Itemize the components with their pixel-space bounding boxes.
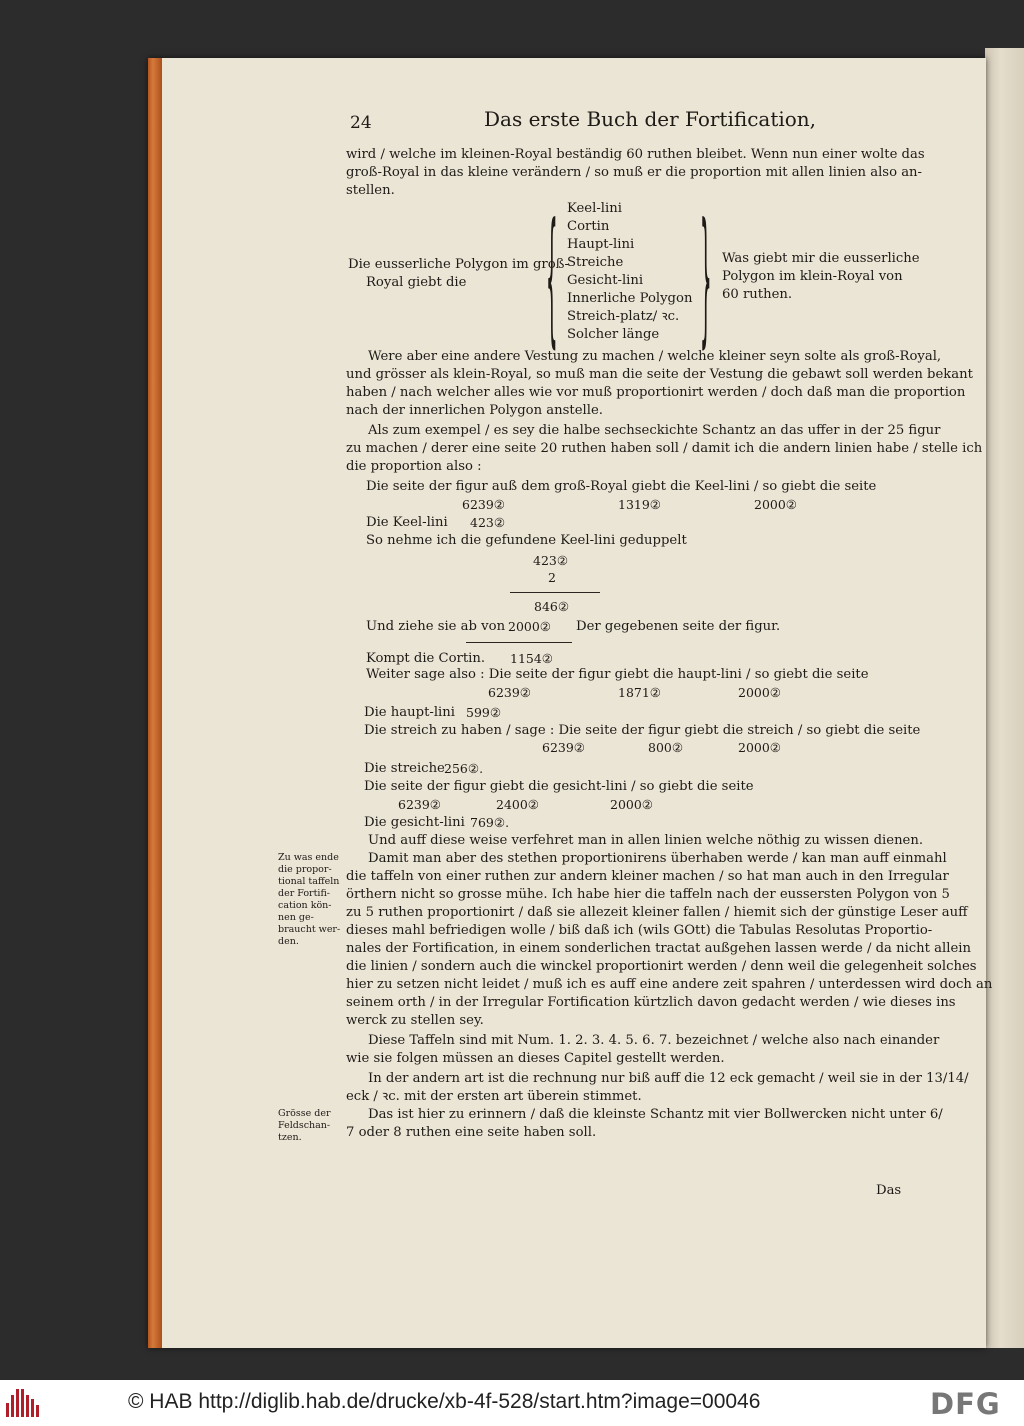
text-line: die proportion also :: [346, 459, 482, 474]
copyright-url[interactable]: © HAB http://diglib.hab.de/drucke/xb-4f-528/start.htm?image=00046: [128, 1390, 761, 1413]
calc-value: 2000②: [610, 797, 654, 812]
calc-value: 6239②: [488, 685, 532, 700]
margin-note-line: der Fortifi-: [278, 888, 330, 899]
calc-value: 2000②: [738, 740, 782, 755]
page-edge-gilt: [148, 58, 162, 1348]
calc-label: Die haupt-lini: [364, 705, 455, 720]
text-line: Und auff diese weise verfehret man in allen linien welche nöthig zu wissen dienen.: [368, 833, 924, 848]
calc-value: 1319②: [618, 497, 662, 512]
proportion-right-label: 60 ruthen.: [722, 287, 793, 302]
calc-label: Die Keel-lini: [366, 515, 448, 530]
text-line: stellen.: [346, 183, 395, 198]
calc-label: Und ziehe sie ab von: [366, 619, 506, 634]
calc-label: Der gegebenen seite der figur.: [576, 619, 781, 634]
text-line: Als zum exempel / es sey die halbe sechseckichte Schantz an das uffer in der 25 figur: [368, 423, 941, 438]
text-line: 7 oder 8 ruthen eine seite haben soll.: [346, 1125, 597, 1140]
calc-value: 2400②: [496, 797, 540, 812]
calc-line: Die seite der figur auß dem groß-Royal giebt die Keel-lini / so giebt die seite: [366, 479, 877, 494]
text-line: und grösser als klein-Royal, so muß man die seite der Vestung die gebawt soll werden bekant: [346, 367, 973, 382]
text-line: dieses mahl befriedigen wolle / biß daß ich (wils GOtt) die Tabulas Resolutas Proportio-: [346, 923, 933, 938]
margin-note-line: nen ge-: [278, 912, 314, 923]
text-line: wie sie folgen müssen an dieses Capitel gestellt werden.: [346, 1051, 725, 1066]
text-line: zu machen / derer eine seite 20 ruthen haben soll / damit ich die andern linien habe / stelle ich: [346, 441, 983, 456]
footer-bar: [0, 1380, 1024, 1426]
proportion-item: Keel-lini: [567, 201, 622, 216]
running-title: Das erste Buch der Fortification,: [484, 107, 817, 131]
left-brace-icon: {: [546, 198, 558, 366]
calc-value: 1871②: [618, 685, 662, 700]
text-line: werck zu stellen sey.: [346, 1013, 484, 1028]
proportion-item: Haupt-lini: [567, 237, 635, 252]
proportion-right-label: Was giebt mir die eusserliche: [722, 251, 920, 266]
margin-note-line: tzen.: [278, 1132, 302, 1143]
proportion-item: Gesicht-lini: [567, 273, 644, 288]
text-line: örthern nicht so grosse mühe. Ich habe hier die taffeln nach der eussersten Polygon von 5: [346, 887, 950, 902]
proportion-left-label: Die eusserliche Polygon im groß-: [348, 257, 569, 272]
margin-note-line: braucht wer-: [278, 924, 341, 935]
text-line: groß-Royal in das kleine verändern / so muß er die proportion mit allen linien also an-: [346, 165, 923, 180]
text-line: haben / nach welcher alles wie vor muß proportionirt werden / doch daß man die proportion: [346, 385, 966, 400]
proportion-right-label: Polygon im klein-Royal von: [722, 269, 903, 284]
calc-line: So nehme ich die gefundene Keel-lini geduppelt: [366, 533, 687, 548]
calc-value: 256②.: [444, 761, 484, 776]
margin-note-line: tional taffeln: [278, 876, 340, 887]
calc-label: Kompt die Cortin.: [366, 651, 486, 666]
calc-line: Weiter sage also : Die seite der figur giebt die haupt-lini / so giebt die seite: [366, 667, 869, 682]
text-line: hier zu setzen nicht leidet / muß ich es auff eine andere zeit spahren / unterdessen wird doch an: [346, 977, 993, 992]
proportion-item: Innerliche Polygon: [567, 291, 693, 306]
margin-note-line: die propor-: [278, 864, 332, 875]
book-page: [148, 58, 993, 1348]
right-brace-icon: }: [700, 198, 712, 366]
text-line: nales der Fortification, in einem sonderlichen tractat außgehen lassen werde / da nicht allein: [346, 941, 971, 956]
calc-label: Die streiche: [364, 761, 445, 776]
proportion-item: Streich-platz/ ꝛc.: [567, 309, 680, 324]
text-line: wird / welche im kleinen-Royal beständig 60 ruthen bleibet. Wenn nun einer wolte das: [346, 147, 925, 162]
proportion-item: Cortin: [567, 219, 610, 234]
calc-value: 1154②: [510, 651, 554, 666]
margin-note-line: Zu was ende: [278, 852, 339, 863]
text-line: Das ist hier zu erinnern / daß die kleinste Schantz mit vier Bollwercken nicht unter 6/: [368, 1107, 943, 1122]
calc-value: 2000②: [754, 497, 798, 512]
calc-value: 6239②: [398, 797, 442, 812]
text-line: nach der innerlichen Polygon anstelle.: [346, 403, 603, 418]
calc-value: 800②: [648, 740, 684, 755]
calc-value: 6239②: [542, 740, 586, 755]
text-line: Diese Taffeln sind mit Num. 1. 2. 3. 4. 5. 6. 7. bezeichnet / welche also nach einander: [368, 1033, 940, 1048]
margin-note-line: Grösse der: [278, 1108, 331, 1119]
text-line: Damit man aber des stethen proportionirens überhaben werde / kan man auff einmahl: [368, 851, 947, 866]
margin-note-line: cation kön-: [278, 900, 332, 911]
calc-value: 846②: [534, 599, 570, 614]
next-page-edge: [985, 48, 1024, 1348]
calc-label: Die gesicht-lini: [364, 815, 465, 830]
calc-value: 769②.: [470, 815, 510, 830]
text-line: eck / ꝛc. mit der ersten art überein stimmet.: [346, 1089, 642, 1104]
calc-value: 2000②: [738, 685, 782, 700]
sum-rule: [510, 592, 600, 593]
hab-logo-icon[interactable]: [6, 1389, 42, 1417]
margin-note-line: Feldschan-: [278, 1120, 331, 1131]
proportion-left-label: Royal giebt die: [366, 275, 467, 290]
text-line: Were aber eine andere Vestung zu machen / welche kleiner seyn solte als groß-Royal,: [368, 349, 942, 364]
text-line: seinem orth / in der Irregular Fortification kürtzlich davon gedacht werden / wie dieses ins: [346, 995, 956, 1010]
catchword: Das: [876, 1183, 902, 1198]
text-line: In der andern art ist die rechnung nur biß auff die 12 eck gemacht / weil sie in der 13/14/: [368, 1071, 969, 1086]
calc-value: 599②: [466, 705, 502, 720]
proportion-item: Solcher länge: [567, 327, 660, 342]
text-line: die linien / sondern auch die winckel proportionirt werden / denn weil die gelegenheit solches: [346, 959, 977, 974]
calc-line: Die streich zu haben / sage : Die seite der figur giebt die streich / so giebt die seite: [364, 723, 921, 738]
calc-value: 423②: [470, 515, 506, 530]
margin-note-line: den.: [278, 936, 299, 947]
calc-line: Die seite der figur giebt die gesicht-lini / so giebt die seite: [364, 779, 754, 794]
text-line: die taffeln von einer ruthen zur andern kleiner machen / so hat man auch in den Irregular: [346, 869, 949, 884]
page-number: 24: [350, 113, 372, 133]
proportion-item: Streiche: [567, 255, 624, 270]
calc-value: 423②: [533, 553, 569, 568]
text-line: zu 5 ruthen proportionirt / daß sie allezeit kleiner fallen / hiemit sich der günstige Leser auff: [346, 905, 968, 920]
calc-value: 2: [548, 570, 556, 585]
dfg-logo-icon[interactable]: DFG: [930, 1387, 1001, 1421]
calc-value: 2000②: [508, 619, 552, 634]
calc-value: 6239②: [462, 497, 506, 512]
difference-rule: [466, 642, 572, 643]
